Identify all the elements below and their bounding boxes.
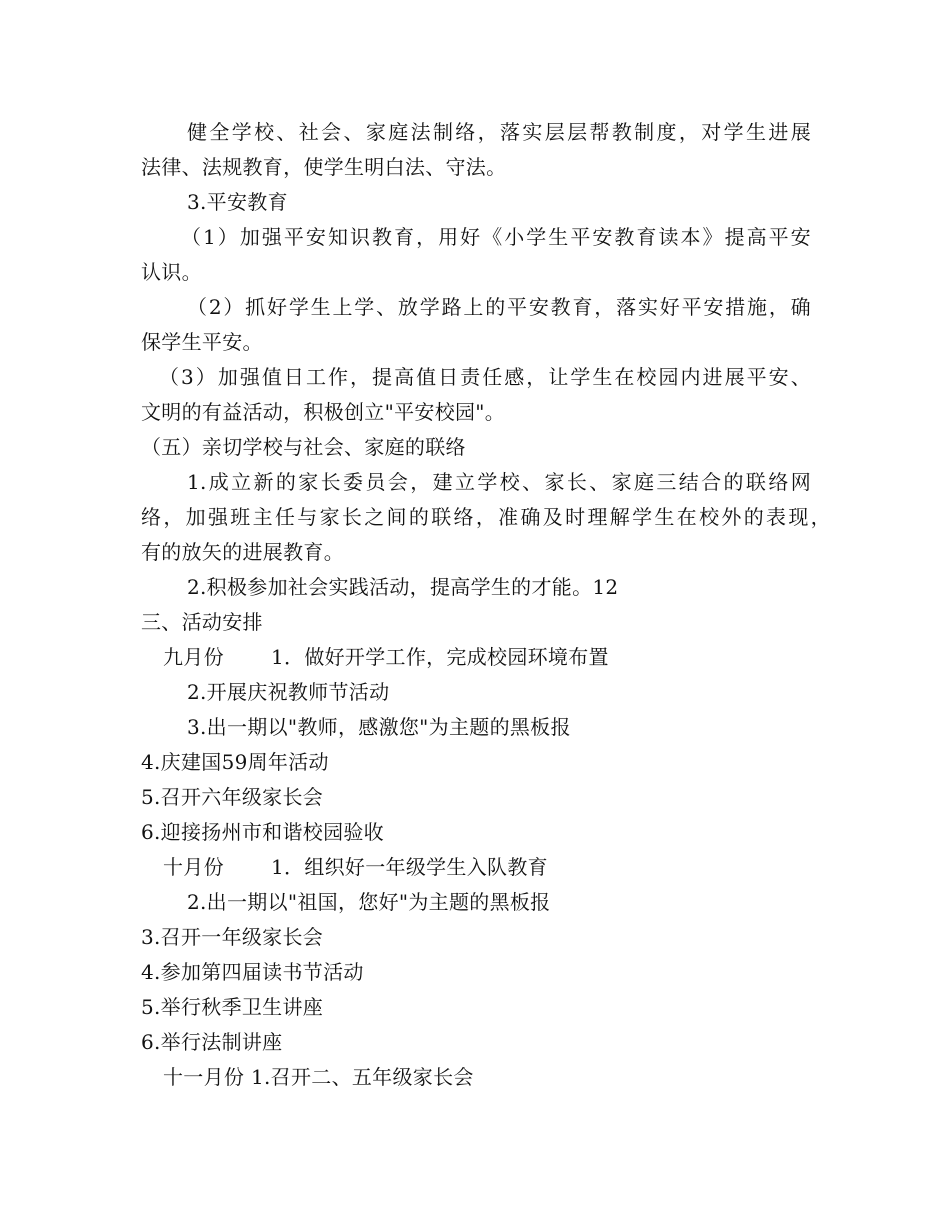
activity-item: 1．做好开学工作，完成校园环境布置	[271, 645, 609, 669]
paragraph-line: 络，加强班主任与家长之间的联络，准确及时理解学生在校外的表现，	[141, 505, 831, 529]
activity-item: 6.举行法制讲座	[141, 1030, 283, 1054]
activity-item: 1.召开二、五年级家长会	[251, 1065, 474, 1089]
paragraph-line: 健全学校、社会、家庭法制络，落实层层帮教制度，对学生进展	[187, 120, 811, 144]
paragraph-line: （2）抓好学生上学、放学路上的平安教育，落实好平安措施，确	[187, 295, 811, 319]
paragraph-line: 法律、法规教育，使学生明白法、守法。	[141, 155, 507, 179]
section-heading: 3.平安教育	[187, 190, 288, 214]
paragraph-line: 认识。	[141, 260, 202, 284]
month-label: 十一月份	[163, 1065, 245, 1089]
paragraph-line: （1）加强平安知识教育，用好《小学生平安教育读本》提高平安	[181, 225, 811, 249]
paragraph-line: 保学生平安。	[141, 330, 263, 354]
section-heading: 三、活动安排	[141, 610, 263, 634]
month-label: 十月份	[163, 855, 224, 879]
activity-item: 1．组织好一年级学生入队教育	[271, 855, 548, 879]
activity-item: 3.出一期以"教师，感激您"为主题的黑板报	[187, 715, 571, 739]
paragraph-line: 文明的有益活动，积极创立"平安校园"。	[141, 400, 506, 424]
activity-item: 5.召开六年级家长会	[141, 785, 324, 809]
activity-item: 5.举行秋季卫生讲座	[141, 995, 324, 1019]
activity-item: 4.庆建国59周年活动	[141, 750, 329, 774]
activity-item: 2.出一期以"祖国，您好"为主题的黑板报	[187, 890, 551, 914]
paragraph-line: 1.成立新的家长委员会，建立学校、家长、家庭三结合的联络网	[187, 470, 811, 494]
paragraph-line: 有的放矢的进展教育。	[141, 540, 344, 564]
paragraph-line: 2.积极参加社会实践活动，提高学生的才能。12	[187, 575, 619, 599]
activity-item: 3.召开一年级家长会	[141, 925, 324, 949]
activity-item: 4.参加第四届读书节活动	[141, 960, 364, 984]
activity-item: 6.迎接扬州市和谐校园验收	[141, 820, 384, 844]
paragraph-line: （3）加强值日工作，提高值日责任感，让学生在校园内进展平安、	[159, 365, 811, 389]
month-label: 九月份	[163, 645, 224, 669]
section-heading: （五）亲切学校与社会、家庭的联络	[141, 435, 466, 459]
activity-item: 2.开展庆祝教师节活动	[187, 680, 390, 704]
